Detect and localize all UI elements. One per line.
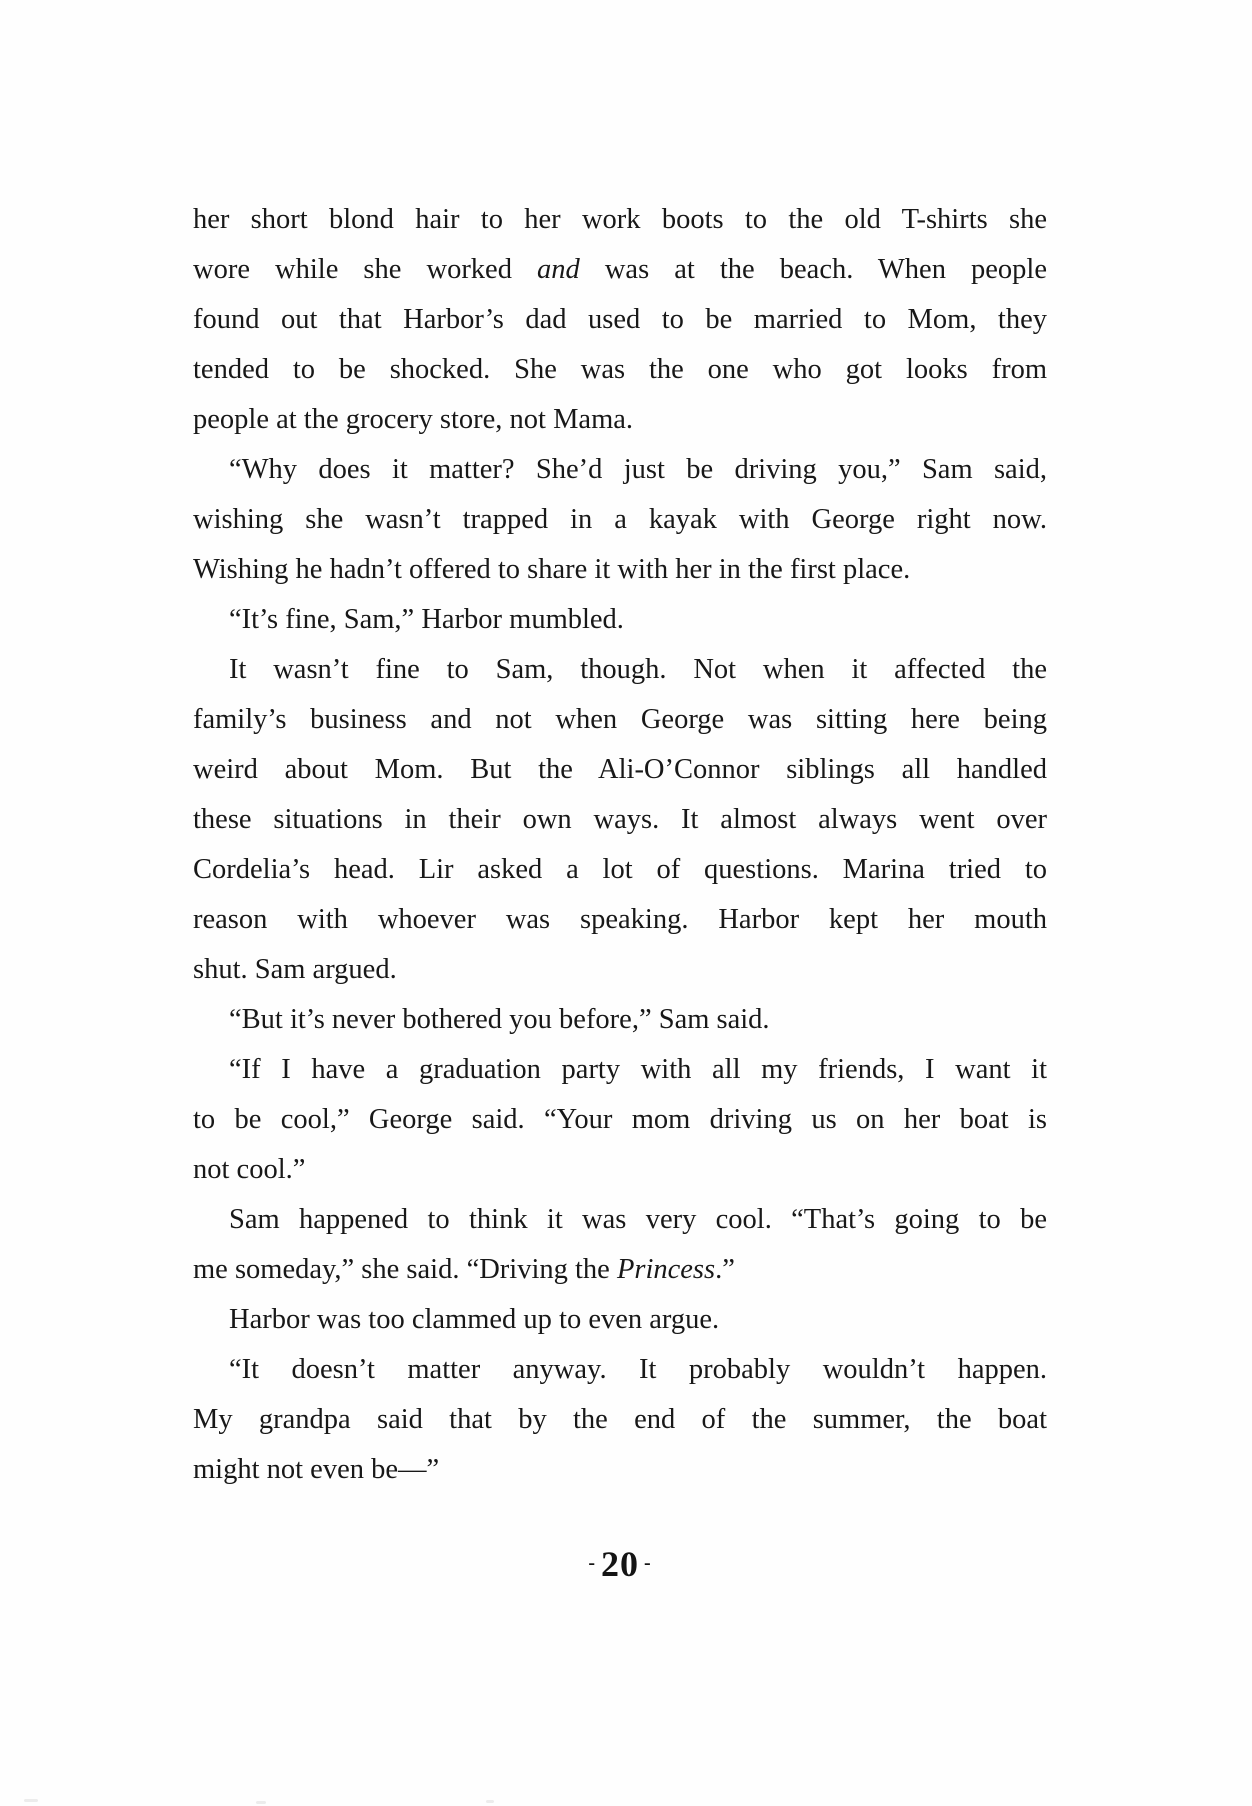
text-line bbox=[193, 645, 1047, 695]
text-line bbox=[193, 1445, 1047, 1495]
text-line bbox=[193, 1195, 1047, 1245]
text-segment: found out that Harbor’s dad used to be married to Mom, they bbox=[193, 304, 1047, 335]
text-line bbox=[193, 345, 1047, 395]
text-line bbox=[193, 745, 1047, 795]
page-number-dash-right: - bbox=[644, 1552, 652, 1574]
page-text bbox=[193, 195, 1047, 1495]
text-line bbox=[193, 695, 1047, 745]
italic-text: and bbox=[537, 254, 580, 285]
text-line bbox=[193, 995, 1047, 1045]
text-line bbox=[193, 1345, 1047, 1395]
italic-text: Princess bbox=[616, 1254, 716, 1285]
text-segment: weird about Mom. But the Ali-O’Connor siblings all handled bbox=[193, 754, 1047, 785]
scan-artifact bbox=[24, 1799, 38, 1802]
text-segment: wishing she wasn’t trapped in a kayak with George right now. bbox=[193, 504, 1047, 535]
text-line bbox=[193, 1045, 1047, 1095]
text-segment: reason with whoever was speaking. Harbor kept her mouth bbox=[193, 904, 1047, 935]
text-segment: “If I have a graduation party with all my friends, I want it bbox=[229, 1054, 1047, 1085]
text-segment: her short blond hair to her work boots to the old T-shirts she bbox=[193, 204, 1047, 235]
text-line bbox=[193, 495, 1047, 545]
text-line bbox=[193, 1145, 1047, 1195]
text-segment: Wishing he hadn’t offered to share it with her in the first place. bbox=[193, 554, 911, 585]
text-segment: wore while she worked bbox=[193, 254, 538, 285]
text-segment: me someday,” she said. “Driving the bbox=[193, 1254, 617, 1285]
text-segment: was at the beach. When people bbox=[579, 254, 1047, 285]
text-segment: “It doesn’t matter anyway. It probably wouldn’t happen. bbox=[229, 1354, 1047, 1385]
text-segment: “But it’s never bothered you before,” Sam said. bbox=[229, 1004, 770, 1035]
text-segment: tended to be shocked. She was the one who got looks from bbox=[193, 354, 1047, 385]
text-segment: shut. Sam argued. bbox=[193, 954, 397, 985]
text-segment: “It’s fine, Sam,” Harbor mumbled. bbox=[229, 604, 624, 635]
text-line bbox=[193, 1295, 1047, 1345]
text-line bbox=[193, 595, 1047, 645]
text-segment: .” bbox=[715, 1254, 735, 1285]
text-line bbox=[193, 445, 1047, 495]
text-line bbox=[193, 545, 1047, 595]
page-number-dash-left: - bbox=[588, 1552, 596, 1574]
scan-artifact bbox=[486, 1800, 494, 1803]
text-segment: family’s business and not when George was sitting here being bbox=[193, 704, 1047, 735]
text-line bbox=[193, 395, 1047, 445]
page-number bbox=[193, 1543, 1047, 1585]
text-segment: might not even be—” bbox=[193, 1454, 440, 1485]
text-line bbox=[193, 195, 1047, 245]
text-segment: My grandpa said that by the end of the summer, the boat bbox=[193, 1404, 1047, 1435]
text-segment: people at the grocery store, not Mama. bbox=[193, 404, 634, 435]
text-line bbox=[193, 295, 1047, 345]
text-segment: Sam happened to think it was very cool. “That’s going to be bbox=[229, 1204, 1047, 1235]
text-segment: Harbor was too clammed up to even argue. bbox=[229, 1304, 720, 1335]
scan-artifact bbox=[256, 1801, 266, 1804]
text-line bbox=[193, 245, 1047, 295]
text-segment: these situations in their own ways. It almost always went over bbox=[193, 804, 1047, 835]
text-line bbox=[193, 1395, 1047, 1445]
text-segment: It wasn’t fine to Sam, though. Not when it affected the bbox=[229, 654, 1047, 685]
text-line bbox=[193, 945, 1047, 995]
text-line bbox=[193, 795, 1047, 845]
text-line bbox=[193, 895, 1047, 945]
text-segment: to be cool,” George said. “Your mom driving us on her boat is bbox=[193, 1104, 1047, 1135]
text-segment: “Why does it matter? She’d just be driving you,” Sam said, bbox=[229, 454, 1047, 485]
text-segment: not cool.” bbox=[193, 1154, 306, 1185]
text-line bbox=[193, 845, 1047, 895]
page-number-value: 20 bbox=[601, 1544, 639, 1584]
text-line bbox=[193, 1245, 1047, 1295]
text-segment: Cordelia’s head. Lir asked a lot of questions. Marina tried to bbox=[193, 854, 1047, 885]
text-line bbox=[193, 1095, 1047, 1145]
